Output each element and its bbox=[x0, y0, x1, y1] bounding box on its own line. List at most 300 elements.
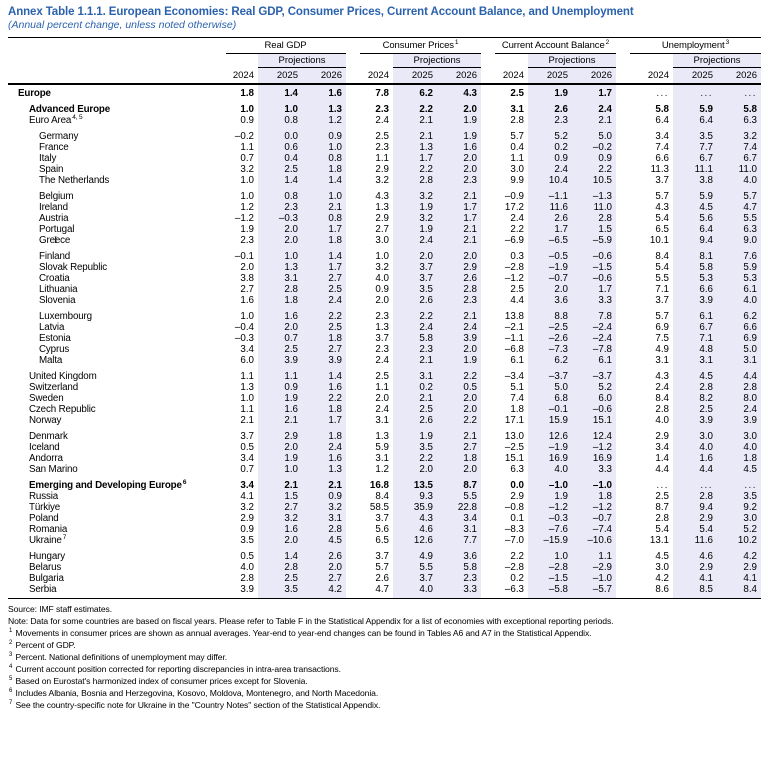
value-cell: 1.6 bbox=[284, 404, 298, 415]
value-cell: 1.4 bbox=[284, 88, 298, 99]
value-cell: 2.3 bbox=[463, 295, 477, 306]
value-cell: 8.4 bbox=[375, 491, 389, 502]
row-label: Türkiye bbox=[29, 502, 61, 513]
row-label: Euro Area$^{4, 5}$ bbox=[29, 113, 83, 126]
footnote-marker: 1 bbox=[454, 38, 459, 46]
value-cell: 2.4 bbox=[419, 322, 433, 333]
value-cell: 3.5 bbox=[419, 284, 433, 295]
row-label: France bbox=[39, 142, 69, 153]
value-cell: 1.2 bbox=[328, 115, 342, 126]
value-cell: 2.7 bbox=[375, 224, 389, 235]
value-cell: 6.4 bbox=[655, 115, 669, 126]
value-cell: 5.0 bbox=[554, 382, 568, 393]
value-cell: 8.4 bbox=[655, 251, 669, 262]
value-cell: 2.2 bbox=[419, 311, 433, 322]
value-cell: –1.0 bbox=[548, 480, 568, 491]
row-label: Portugal bbox=[39, 224, 75, 235]
value-cell: 5.5 bbox=[419, 562, 433, 573]
value-cell: 4.5 bbox=[328, 535, 342, 546]
value-cell: 3.0 bbox=[655, 562, 669, 573]
value-cell: 0.2 bbox=[510, 573, 524, 584]
value-cell: 0.1 bbox=[510, 513, 524, 524]
value-cell: 10.2 bbox=[737, 535, 757, 546]
value-cell: 1.3 bbox=[375, 322, 389, 333]
value-cell: 16.9 bbox=[548, 453, 568, 464]
value-cell: 8.2 bbox=[699, 393, 713, 404]
value-cell: 0.8 bbox=[328, 153, 342, 164]
value-cell: –1.2 bbox=[548, 502, 568, 513]
value-cell: 2.1 bbox=[284, 415, 298, 426]
value-cell: 2.2 bbox=[419, 104, 433, 115]
value-cell: 4.3 bbox=[655, 202, 669, 213]
value-cell: 7.4 bbox=[510, 393, 524, 404]
value-cell: 2.0 bbox=[284, 224, 298, 235]
value-cell: 3.9 bbox=[463, 333, 477, 344]
footnote-line: $^5$ Based on Eurostat's harmonized index of consumer prices except for Slovenia. bbox=[9, 676, 308, 686]
value-cell: 5.4 bbox=[655, 262, 669, 273]
value-cell: 2.4 bbox=[375, 404, 389, 415]
value-cell: 2.9 bbox=[743, 562, 757, 573]
value-cell: 1.8 bbox=[328, 164, 342, 175]
value-cell: 2.9 bbox=[699, 562, 713, 573]
value-cell: 3.5 bbox=[284, 584, 298, 595]
value-cell: 2.2 bbox=[328, 311, 342, 322]
value-cell: 2.7 bbox=[463, 442, 477, 453]
row-label: Advanced Europe bbox=[29, 104, 111, 115]
value-cell: 6.4 bbox=[699, 115, 713, 126]
value-cell: 12.6 bbox=[413, 535, 433, 546]
value-cell: –1.0 bbox=[592, 480, 612, 491]
value-cell: 1.8 bbox=[328, 333, 342, 344]
value-cell: 1.9 bbox=[419, 224, 433, 235]
row-label: Russia bbox=[29, 491, 59, 502]
table-row-france bbox=[8, 142, 761, 153]
value-cell: 1.8 bbox=[598, 491, 612, 502]
value-cell: 2.0 bbox=[463, 393, 477, 404]
value-cell: 6.6 bbox=[655, 153, 669, 164]
value-cell: 1.0 bbox=[284, 464, 298, 475]
value-cell: 2.9 bbox=[655, 431, 669, 442]
value-cell: 2.0 bbox=[463, 464, 477, 475]
value-cell: –5.9 bbox=[592, 235, 612, 246]
value-cell: ... bbox=[656, 88, 669, 99]
row-label: Romania bbox=[29, 524, 68, 535]
value-cell: 11.0 bbox=[593, 202, 612, 213]
row-label: Greece I bbox=[8, 235, 226, 246]
value-cell: 2.8 bbox=[463, 284, 477, 295]
value-cell: 3.0 bbox=[743, 431, 757, 442]
value-cell: –2.4 bbox=[592, 333, 612, 344]
row-label: The Netherlands bbox=[39, 175, 110, 186]
value-cell: 2.5 bbox=[510, 88, 524, 99]
value-cell: 1.1 bbox=[240, 142, 254, 153]
value-cell: 2.4 bbox=[328, 295, 342, 306]
value-cell: 4.1 bbox=[240, 491, 254, 502]
value-cell: 2.4 bbox=[328, 442, 342, 453]
value-cell: 2.5 bbox=[655, 491, 669, 502]
table-row-latvia bbox=[8, 322, 761, 333]
value-cell: 5.2 bbox=[743, 524, 757, 535]
value-cell: 0.5 bbox=[463, 382, 477, 393]
value-cell: 15.1 bbox=[592, 415, 612, 426]
value-cell: 2.7 bbox=[284, 502, 298, 513]
column-group-unemployment: Unemployment$^3$ bbox=[630, 38, 761, 54]
footnote-marker: 7 bbox=[62, 533, 67, 541]
value-cell: –1.5 bbox=[592, 262, 612, 273]
row-label: Croatia bbox=[39, 273, 70, 284]
value-cell: –0.8 bbox=[504, 502, 524, 513]
value-cell: 0.9 bbox=[240, 115, 254, 126]
value-cell: 5.5 bbox=[743, 213, 757, 224]
value-cell: –1.1 bbox=[504, 333, 524, 344]
year-header: 2024 bbox=[232, 70, 254, 81]
table-row-ukraine bbox=[8, 535, 761, 546]
value-cell: 2.8 bbox=[655, 513, 669, 524]
value-cell: –0.7 bbox=[592, 513, 612, 524]
table-row-germany bbox=[8, 131, 761, 142]
value-cell: 0.5 bbox=[240, 442, 254, 453]
value-cell: 2.6 bbox=[328, 551, 342, 562]
year-header: 2024 bbox=[502, 70, 524, 81]
value-cell: 2.1 bbox=[598, 115, 612, 126]
value-cell: 3.4 bbox=[240, 453, 254, 464]
row-label: Slovenia bbox=[39, 295, 76, 306]
value-cell: 11.6 bbox=[694, 535, 713, 546]
value-cell: 5.0 bbox=[598, 131, 612, 142]
value-cell: 7.4 bbox=[655, 142, 669, 153]
value-cell: 4.2 bbox=[328, 584, 342, 595]
year-header: 2025 bbox=[546, 70, 568, 81]
value-cell: 2.6 bbox=[554, 104, 568, 115]
value-cell: 2.9 bbox=[375, 213, 389, 224]
value-cell: 1.9 bbox=[284, 393, 298, 404]
value-cell: 2.9 bbox=[510, 491, 524, 502]
value-cell: –1.2 bbox=[504, 273, 524, 284]
table-section bbox=[8, 551, 761, 595]
value-cell: 7.8 bbox=[598, 311, 612, 322]
table-row-luxembourg bbox=[8, 311, 761, 322]
value-cell: 1.2 bbox=[375, 464, 389, 475]
value-cell: 1.0 bbox=[240, 393, 254, 404]
value-cell: 2.1 bbox=[419, 115, 433, 126]
value-cell: 0.2 bbox=[419, 382, 433, 393]
value-cell: 2.4 bbox=[375, 355, 389, 366]
value-cell: –0.3 bbox=[548, 513, 568, 524]
value-cell: 3.6 bbox=[463, 551, 477, 562]
value-cell: 17.2 bbox=[504, 202, 524, 213]
year-header: 2024 bbox=[647, 70, 669, 81]
row-label: Austria bbox=[39, 213, 69, 224]
value-cell: 0.8 bbox=[284, 115, 298, 126]
value-cell: 2.4 bbox=[419, 235, 433, 246]
value-cell: 3.8 bbox=[240, 273, 254, 284]
value-cell: ... bbox=[744, 88, 757, 99]
value-cell: 7.4 bbox=[743, 142, 757, 153]
table-section bbox=[8, 480, 761, 546]
value-cell: 3.0 bbox=[743, 513, 757, 524]
value-cell: 3.9 bbox=[699, 295, 713, 306]
value-cell: 6.5 bbox=[655, 224, 669, 235]
value-cell: 3.9 bbox=[284, 355, 298, 366]
footnote-marker: 7 bbox=[9, 700, 13, 707]
value-cell: –1.0 bbox=[592, 573, 612, 584]
value-cell: 0.0 bbox=[284, 131, 298, 142]
value-cell: 2.5 bbox=[284, 164, 298, 175]
table-row-serbia bbox=[8, 584, 761, 595]
value-cell: 1.5 bbox=[284, 491, 298, 502]
value-cell: 2.9 bbox=[375, 164, 389, 175]
row-label: Luxembourg bbox=[39, 311, 92, 322]
value-cell: 3.9 bbox=[743, 415, 757, 426]
value-cell: 5.5 bbox=[463, 491, 477, 502]
value-cell: 2.2 bbox=[419, 164, 433, 175]
projections-label: Projections bbox=[528, 54, 616, 68]
value-cell: 4.0 bbox=[554, 464, 568, 475]
value-cell: 4.0 bbox=[699, 442, 713, 453]
page-subtitle: (Annual percent change, unless noted otherwise) bbox=[8, 19, 237, 31]
value-cell: 5.8 bbox=[463, 562, 477, 573]
value-cell: 5.9 bbox=[743, 262, 757, 273]
table-section bbox=[8, 88, 761, 99]
value-cell: 2.0 bbox=[375, 393, 389, 404]
value-cell: 1.8 bbox=[463, 453, 477, 464]
value-cell: 6.3 bbox=[510, 464, 524, 475]
footnote-marker: 2 bbox=[9, 640, 13, 647]
value-cell: 2.6 bbox=[554, 213, 568, 224]
value-cell: 1.3 bbox=[375, 431, 389, 442]
value-cell: 3.7 bbox=[419, 273, 433, 284]
value-cell: 8.7 bbox=[463, 480, 477, 491]
value-cell: 2.3 bbox=[240, 235, 254, 246]
value-cell: 2.3 bbox=[463, 573, 477, 584]
value-cell: 1.3 bbox=[328, 104, 342, 115]
year-header: 2024 bbox=[367, 70, 389, 81]
value-cell: 1.7 bbox=[419, 153, 433, 164]
value-cell: 4.4 bbox=[743, 371, 757, 382]
value-cell: ... bbox=[656, 480, 669, 491]
value-cell: 2.9 bbox=[699, 513, 713, 524]
value-cell: 2.3 bbox=[375, 344, 389, 355]
value-cell: 0.3 bbox=[510, 251, 524, 262]
year-header: 2025 bbox=[276, 70, 298, 81]
value-cell: 6.1 bbox=[598, 355, 612, 366]
value-cell: 1.6 bbox=[328, 453, 342, 464]
value-cell: 2.3 bbox=[419, 344, 433, 355]
value-cell: 2.7 bbox=[328, 344, 342, 355]
footnote-marker: 3 bbox=[725, 38, 730, 46]
table-row-united-kingdom bbox=[8, 371, 761, 382]
value-cell: 3.5 bbox=[419, 442, 433, 453]
value-cell: 1.1 bbox=[598, 551, 612, 562]
column-group-real-gdp: Real GDP bbox=[226, 38, 346, 54]
value-cell: 7.1 bbox=[699, 333, 713, 344]
footnote-marker: 6 bbox=[9, 688, 13, 695]
value-cell: –6.3 bbox=[504, 584, 524, 595]
table-row-portugal bbox=[8, 224, 761, 235]
value-cell: 1.9 bbox=[463, 115, 477, 126]
value-cell: 0.9 bbox=[554, 153, 568, 164]
row-label: Hungary bbox=[29, 551, 65, 562]
value-cell: 5.5 bbox=[655, 273, 669, 284]
value-cell: 10.1 bbox=[649, 235, 669, 246]
value-cell: –6.8 bbox=[504, 344, 524, 355]
value-cell: 6.2 bbox=[743, 311, 757, 322]
value-cell: –2.6 bbox=[548, 333, 568, 344]
value-cell: 3.7 bbox=[375, 551, 389, 562]
row-label: Ireland bbox=[39, 202, 68, 213]
value-cell: 4.7 bbox=[375, 584, 389, 595]
value-cell: 1.8 bbox=[743, 453, 757, 464]
row-label: United Kingdom bbox=[29, 371, 97, 382]
value-cell: 1.9 bbox=[419, 431, 433, 442]
value-cell: 4.0 bbox=[375, 273, 389, 284]
value-cell: 2.8 bbox=[284, 284, 298, 295]
table-row-the-netherlands bbox=[8, 175, 761, 186]
value-cell: 1.4 bbox=[655, 453, 669, 464]
row-label: Emerging and Developing Europe$^6$ bbox=[29, 478, 187, 491]
table-row-hungary bbox=[8, 551, 761, 562]
table-row-switzerland bbox=[8, 382, 761, 393]
table-row-italy bbox=[8, 153, 761, 164]
value-cell: 1.3 bbox=[419, 142, 433, 153]
value-cell: 6.4 bbox=[699, 224, 713, 235]
value-cell: 0.8 bbox=[284, 191, 298, 202]
value-cell: 15.1 bbox=[504, 453, 524, 464]
value-cell: 1.9 bbox=[419, 202, 433, 213]
row-label: Belarus bbox=[29, 562, 62, 573]
value-cell: 6.6 bbox=[743, 322, 757, 333]
value-cell: 5.2 bbox=[598, 382, 612, 393]
row-label: Serbia bbox=[29, 584, 57, 595]
value-cell: 4.0 bbox=[419, 584, 433, 595]
value-cell: 7.1 bbox=[655, 284, 669, 295]
value-cell: 4.6 bbox=[699, 551, 713, 562]
value-cell: 6.7 bbox=[699, 322, 713, 333]
value-cell: 3.7 bbox=[419, 262, 433, 273]
row-label: San Marino bbox=[29, 464, 78, 475]
row-label: Bulgaria bbox=[29, 573, 64, 584]
value-cell: 4.0 bbox=[655, 415, 669, 426]
value-cell: 2.8 bbox=[240, 573, 254, 584]
value-cell: 3.1 bbox=[699, 355, 713, 366]
value-cell: 0.9 bbox=[598, 153, 612, 164]
value-cell: 3.4 bbox=[240, 480, 254, 491]
value-cell: 0.9 bbox=[284, 382, 298, 393]
row-label: Italy bbox=[39, 153, 57, 164]
value-cell: 1.4 bbox=[328, 251, 342, 262]
value-cell: 4.0 bbox=[743, 175, 757, 186]
value-cell: 6.1 bbox=[510, 355, 524, 366]
value-cell: 13.1 bbox=[649, 535, 669, 546]
value-cell: –5.8 bbox=[548, 584, 568, 595]
value-cell: 2.3 bbox=[554, 115, 568, 126]
value-cell: ... bbox=[744, 480, 757, 491]
value-cell: 1.8 bbox=[328, 431, 342, 442]
row-label: Belgium bbox=[39, 191, 74, 202]
value-cell: 2.8 bbox=[655, 404, 669, 415]
value-cell: 2.0 bbox=[284, 322, 298, 333]
value-cell: 1.8 bbox=[240, 88, 254, 99]
value-cell: 12.6 bbox=[548, 431, 568, 442]
value-cell: 2.3 bbox=[375, 104, 389, 115]
value-cell: 9.4 bbox=[699, 502, 713, 513]
table-row-slovenia bbox=[8, 295, 761, 306]
value-cell: –2.1 bbox=[504, 322, 524, 333]
table-row-finland bbox=[8, 251, 761, 262]
value-cell: 2.0 bbox=[328, 562, 342, 573]
value-cell: 1.0 bbox=[554, 551, 568, 562]
value-cell: –0.2 bbox=[234, 131, 254, 142]
value-cell: 58.5 bbox=[369, 502, 389, 513]
value-cell: 0.4 bbox=[284, 153, 298, 164]
value-cell: –0.6 bbox=[592, 273, 612, 284]
value-cell: 2.5 bbox=[419, 404, 433, 415]
value-cell: 3.2 bbox=[419, 213, 433, 224]
year-header: 2026 bbox=[320, 70, 342, 81]
value-cell: 1.4 bbox=[328, 371, 342, 382]
value-cell: 8.4 bbox=[655, 393, 669, 404]
value-cell: 1.7 bbox=[328, 224, 342, 235]
value-cell: 2.3 bbox=[375, 311, 389, 322]
value-cell: –3.7 bbox=[548, 371, 568, 382]
value-cell: 2.8 bbox=[598, 213, 612, 224]
value-cell: –0.1 bbox=[548, 404, 568, 415]
annex-table bbox=[8, 37, 761, 599]
table-row-lithuania bbox=[8, 284, 761, 295]
value-cell: –6.5 bbox=[548, 235, 568, 246]
value-cell: 16.8 bbox=[369, 480, 389, 491]
row-label: Finland bbox=[39, 251, 71, 262]
value-cell: 1.0 bbox=[328, 191, 342, 202]
value-cell: –8.3 bbox=[504, 524, 524, 535]
year-header: 2026 bbox=[590, 70, 612, 81]
value-cell: 2.0 bbox=[463, 164, 477, 175]
value-cell: 5.8 bbox=[699, 262, 713, 273]
value-cell: 2.0 bbox=[554, 284, 568, 295]
value-cell: 6.3 bbox=[743, 115, 757, 126]
value-cell: 3.2 bbox=[240, 502, 254, 513]
value-cell: 1.3 bbox=[284, 262, 298, 273]
table-row-cyprus bbox=[8, 344, 761, 355]
year-header: 2026 bbox=[455, 70, 477, 81]
value-cell: 5.8 bbox=[743, 104, 757, 115]
value-cell: 2.0 bbox=[463, 104, 477, 115]
value-cell: 5.6 bbox=[375, 524, 389, 535]
value-cell: 4.0 bbox=[240, 562, 254, 573]
value-cell: 2.8 bbox=[419, 175, 433, 186]
value-cell: 6.1 bbox=[699, 311, 713, 322]
year-header: 2026 bbox=[735, 70, 757, 81]
value-cell: 1.1 bbox=[240, 371, 254, 382]
value-cell: 1.6 bbox=[240, 295, 254, 306]
value-cell: 11.6 bbox=[549, 202, 568, 213]
table-row-malta bbox=[8, 355, 761, 366]
value-cell: 15.9 bbox=[548, 415, 568, 426]
value-cell: 4.4 bbox=[510, 295, 524, 306]
value-cell: 3.0 bbox=[375, 235, 389, 246]
value-cell: 2.3 bbox=[463, 175, 477, 186]
table-section bbox=[8, 131, 761, 186]
value-cell: 3.1 bbox=[463, 524, 477, 535]
value-cell: 2.2 bbox=[510, 551, 524, 562]
value-cell: –2.4 bbox=[592, 322, 612, 333]
value-cell: 2.0 bbox=[463, 404, 477, 415]
value-cell: 9.2 bbox=[743, 502, 757, 513]
value-cell: 3.8 bbox=[699, 175, 713, 186]
table-section bbox=[8, 251, 761, 306]
footnote-line: $^1$ Movements in consumer prices are shown as annual averages. Year-end to year-end changes can be found in Tables A6 and A7 in the Statistical Appendix. bbox=[9, 628, 592, 638]
table-section bbox=[8, 104, 761, 126]
